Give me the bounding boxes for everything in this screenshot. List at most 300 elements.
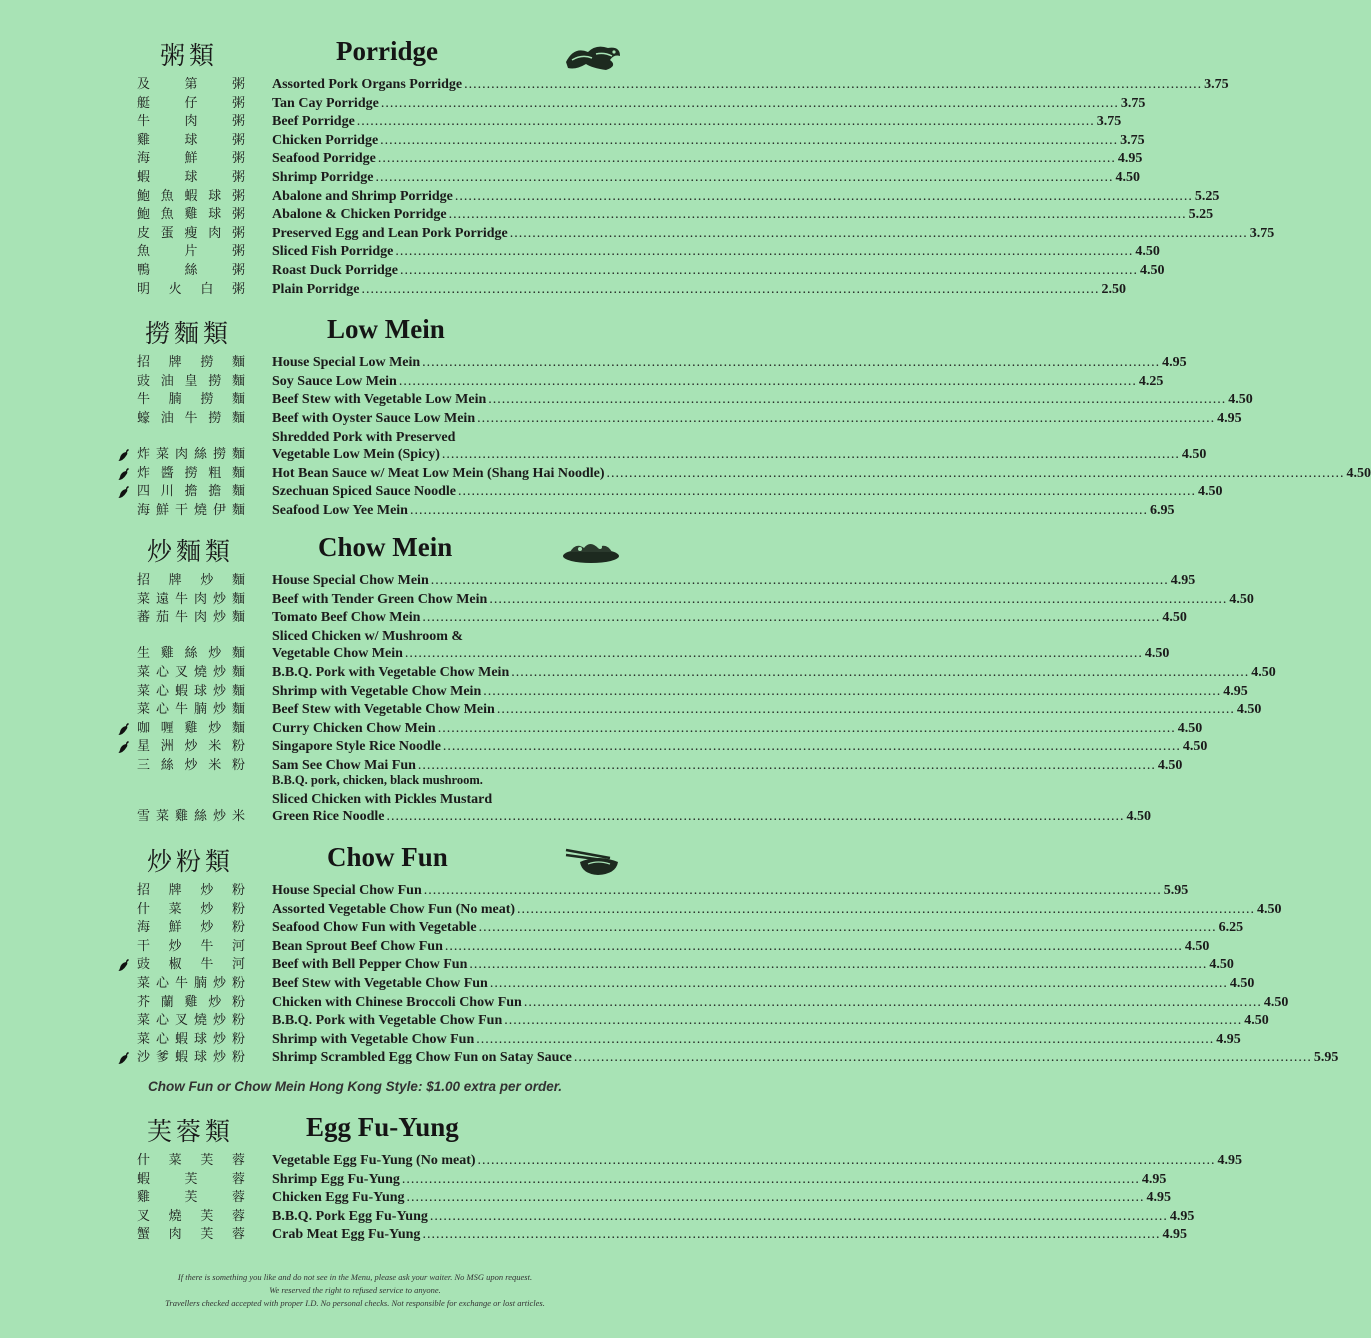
item-name: Chicken with Chinese Broccoli Chow Fun — [272, 994, 522, 1010]
item-price: 3.75 — [1120, 95, 1146, 111]
menu-item — [0, 1226, 1187, 1245]
item-chinese-name: 星洲炒米粉 — [137, 739, 245, 755]
menu-item — [0, 882, 1189, 901]
item-chinese-name: 雞球粥 — [137, 132, 245, 148]
item-name: Vegetable Egg Fu-Yung (No meat) — [272, 1153, 476, 1168]
section-porridge — [0, 36, 1275, 297]
item-price: 4.95 — [1223, 683, 1248, 699]
item-chinese-name: 菜遠牛肉炒麵 — [137, 591, 245, 607]
item-price: 6.25 — [1218, 920, 1244, 936]
item-name-row — [272, 132, 1145, 150]
menu-item — [0, 150, 1143, 169]
item-chinese-name: 牛肉粥 — [137, 114, 245, 130]
item-chinese-name: 明火白粥 — [137, 281, 245, 297]
item-price: 4.95 — [1170, 573, 1196, 588]
item-name: B.B.Q. Pork with Vegetable Chow Fun — [272, 1013, 503, 1029]
menu-item — [0, 1171, 1167, 1190]
item-chinese-name: 雪菜雞絲炒米 — [137, 809, 245, 825]
section-title-chinese: 炒粉類 — [147, 847, 235, 876]
item-chinese-name: 招牌炒粉 — [137, 883, 245, 898]
item-name-row — [272, 683, 1248, 701]
item-chinese-name: 蕃茄牛肉炒麵 — [137, 610, 245, 626]
item-name: Seafood Low Yee Mein — [272, 502, 408, 518]
item-name: House Special Low Mein — [272, 355, 421, 370]
dot-leader — [424, 882, 1162, 900]
dot-leader — [400, 262, 1138, 280]
item-name-row — [272, 994, 1289, 1012]
dot-leader — [381, 95, 1119, 113]
menu-item — [0, 1208, 1195, 1227]
menu-item — [0, 169, 1140, 188]
item-chinese-name: 海鮮干燒伊麵 — [137, 502, 245, 518]
item-name-line1: Sliced Chicken w/ Mushroom & — [272, 629, 464, 645]
item-name: Hot Bean Sauce w/ Meat Low Mein (Shang Hai Noodle) — [272, 465, 605, 481]
chopsticks-bowl-icon — [562, 844, 622, 878]
item-name: Sliced Fish Porridge — [272, 244, 394, 260]
dot-leader — [422, 609, 1160, 627]
item-chinese-name: 蟹肉芙蓉 — [137, 1227, 245, 1243]
item-name: Assorted Pork Organs Porridge — [272, 77, 463, 92]
item-name: Vegetable Low Mein (Spicy) — [272, 447, 440, 462]
dragon-icon — [562, 40, 624, 74]
item-price: 4.50 — [1244, 1013, 1269, 1029]
section-chow-mein — [0, 532, 1276, 825]
item-name-row — [272, 701, 1262, 719]
item-name: Beef with Oyster Sauce Low Mein — [272, 410, 476, 426]
dot-leader — [469, 956, 1207, 974]
chili-pepper-icon — [117, 1051, 131, 1071]
dot-leader — [376, 169, 1114, 187]
item-price: 5.25 — [1188, 207, 1214, 223]
item-price: 4.50 — [1115, 170, 1140, 185]
item-chinese-name: 鮑魚雞球粥 — [137, 207, 245, 223]
item-price: 4.50 — [1197, 484, 1223, 500]
dot-leader — [483, 683, 1221, 701]
item-price: 3.75 — [1096, 114, 1122, 130]
item-price: 4.95 — [1217, 410, 1242, 426]
item-price: 4.50 — [1181, 447, 1207, 462]
item-chinese-name: 豉椒牛河 — [137, 957, 245, 973]
item-chinese-name: 炸醬撈粗麵 — [137, 465, 245, 481]
item-price: 4.95 — [1216, 1031, 1241, 1047]
menu-item — [0, 243, 1160, 262]
item-price: 4.50 — [1263, 994, 1289, 1010]
footer-line: If there is something you like and do not see in the Menu, please ask your waiter. No MSG upon request. — [177, 1272, 533, 1282]
item-chinese-name: 及第粥 — [137, 77, 245, 92]
section-title-chinese: 粥類 — [160, 41, 219, 70]
item-chinese-name: 菜心叉燒炒粉 — [137, 1013, 245, 1029]
menu-item — [0, 410, 1242, 429]
menu-item — [0, 792, 1151, 827]
item-name-row — [272, 262, 1165, 280]
item-chinese-name: 什菜芙蓉 — [137, 1153, 245, 1168]
item-price: 3.75 — [1120, 132, 1145, 148]
section-header — [0, 314, 710, 354]
dot-leader — [399, 373, 1137, 391]
item-chinese-name: 干炒牛河 — [137, 938, 245, 954]
dot-leader — [490, 975, 1228, 993]
dot-leader — [464, 76, 1202, 94]
section-title: Egg Fu-Yung — [306, 1112, 459, 1142]
menu-item — [0, 502, 1175, 521]
menu-item — [0, 901, 1282, 920]
item-chinese-name: 叉燒芙蓉 — [137, 1208, 245, 1224]
item-name-row — [272, 901, 1282, 919]
item-name-row — [272, 975, 1255, 993]
item-price: 4.50 — [1346, 465, 1371, 481]
dot-leader — [402, 1171, 1140, 1189]
item-name-row — [272, 188, 1220, 206]
dot-leader — [488, 391, 1226, 409]
item-price: 4.95 — [1141, 1171, 1167, 1187]
item-price: 5.95 — [1313, 1050, 1339, 1066]
dot-leader — [455, 188, 1193, 206]
item-name-row — [272, 1031, 1241, 1049]
section-header — [0, 532, 710, 572]
menu-item — [0, 1152, 1243, 1171]
item-name-row — [272, 465, 1371, 483]
item-name: Tan Cay Porridge — [272, 95, 379, 111]
menu-item — [0, 76, 1229, 95]
item-chinese-name: 炸菜肉絲撈麵 — [137, 447, 245, 462]
dot-leader — [410, 502, 1148, 520]
section-header — [0, 36, 710, 76]
menu-item — [0, 95, 1146, 114]
dot-leader — [442, 446, 1180, 464]
item-name-row — [272, 1012, 1269, 1030]
item-price: 3.75 — [1249, 225, 1275, 241]
dot-leader — [357, 113, 1095, 131]
item-name-row — [272, 410, 1242, 428]
item-name-row — [272, 645, 1170, 663]
item-name-row — [272, 938, 1210, 956]
item-name-row — [272, 281, 1126, 299]
item-chinese-name: 蝦芙蓉 — [137, 1171, 245, 1187]
item-description: B.B.Q. pork, chicken, black mushroom. — [272, 773, 483, 787]
item-name: Singapore Style Rice Noodle — [272, 739, 441, 755]
item-name-row — [272, 1208, 1195, 1226]
item-name: Sam See Chow Mai Fun — [272, 758, 416, 773]
item-chinese-name: 菜心牛腩炒粉 — [137, 976, 245, 991]
dot-leader — [458, 483, 1196, 501]
noodle-dish-icon — [560, 536, 622, 566]
menu-item — [0, 1189, 1172, 1208]
menu-item — [0, 391, 1253, 410]
item-price: 4.50 — [1144, 646, 1170, 662]
dot-leader — [431, 572, 1169, 590]
item-price: 4.25 — [1138, 373, 1164, 389]
menu-item — [0, 757, 1183, 787]
item-name-line1: Sliced Chicken with Pickles Mustard — [272, 792, 493, 808]
menu-item — [0, 956, 1234, 975]
item-name: Bean Sprout Beef Chow Fun — [272, 938, 443, 954]
footer-line: We reserved the right to refused service to anyone. — [269, 1285, 441, 1295]
item-chinese-name: 牛腩撈麵 — [137, 392, 245, 408]
item-chinese-name: 生雞絲炒麵 — [137, 646, 245, 662]
item-chinese-name: 芥蘭雞炒粉 — [137, 994, 245, 1010]
section-egg-fu-yung — [0, 1112, 1243, 1243]
menu-item — [0, 975, 1255, 994]
section-title: Chow Mein — [318, 532, 453, 562]
item-name-row — [272, 76, 1229, 94]
item-name: Shrimp Egg Fu-Yung — [272, 1171, 400, 1187]
item-price: 4.50 — [1257, 901, 1282, 917]
menu-item — [0, 629, 1170, 664]
menu-item — [0, 1049, 1339, 1068]
item-price: 5.95 — [1163, 883, 1189, 898]
menu-item — [0, 609, 1187, 628]
item-name-row — [272, 591, 1254, 609]
dot-leader — [524, 994, 1262, 1012]
item-name-line1: Shredded Pork with Preserved — [272, 430, 456, 445]
item-name: Beef with Tender Green Chow Mein — [272, 591, 488, 607]
item-name: Seafood Porridge — [272, 151, 376, 167]
section-chow-fun — [0, 842, 1339, 1066]
item-name-row — [272, 225, 1275, 243]
dot-leader — [422, 1226, 1160, 1244]
item-price: 6.95 — [1149, 502, 1175, 518]
dot-leader — [438, 720, 1176, 738]
item-name: Beef Porridge — [272, 114, 355, 130]
menu-item — [0, 683, 1248, 702]
item-price: 4.50 — [1236, 702, 1262, 718]
item-name: Shrimp Scrambled Egg Chow Fun on Satay Sauce — [272, 1050, 572, 1066]
item-chinese-name: 魚片粥 — [137, 244, 245, 260]
item-price: 4.50 — [1251, 665, 1276, 680]
menu-item — [0, 113, 1122, 132]
dot-leader — [378, 150, 1116, 168]
menu-item — [0, 281, 1126, 300]
item-name: Beef with Bell Pepper Chow Fun — [272, 957, 468, 973]
dot-leader — [489, 591, 1227, 609]
item-chinese-name: 海鮮炒粉 — [137, 920, 245, 936]
menu-item — [0, 188, 1220, 207]
dot-leader — [497, 701, 1235, 719]
item-price: 4.95 — [1169, 1208, 1195, 1224]
item-name: Shrimp Porridge — [272, 170, 374, 185]
item-chinese-name: 沙爹蝦球炒粉 — [137, 1050, 245, 1066]
item-name: Shrimp with Vegetable Chow Fun — [272, 1031, 475, 1047]
section-title: Porridge — [336, 36, 438, 66]
item-name: Soy Sauce Low Mein — [272, 373, 397, 389]
item-price: 3.75 — [1204, 77, 1229, 92]
item-price: 4.95 — [1162, 355, 1187, 370]
item-name-row — [272, 169, 1140, 187]
item-price: 4.50 — [1177, 720, 1203, 736]
item-name-row — [272, 206, 1214, 224]
menu-item — [0, 262, 1165, 281]
menu-item — [0, 994, 1289, 1013]
section-title: Chow Fun — [327, 842, 448, 872]
item-name-row — [272, 882, 1189, 900]
item-chinese-name: 鴨絲粥 — [137, 263, 245, 278]
menu-item — [0, 938, 1210, 957]
section-title-chinese: 芙蓉類 — [147, 1117, 235, 1146]
item-chinese-name: 菜心蝦球炒粉 — [137, 1031, 245, 1047]
item-name-row — [272, 919, 1244, 937]
item-chinese-name: 皮蛋瘦肉粥 — [137, 225, 245, 241]
menu-item — [0, 132, 1145, 151]
item-chinese-name: 咖喱雞炒麵 — [137, 720, 245, 736]
item-chinese-name: 海鮮粥 — [137, 151, 245, 167]
section-title-chinese: 撈麵類 — [145, 319, 233, 348]
menu-item — [0, 1031, 1241, 1050]
dot-leader — [478, 1152, 1216, 1170]
item-price: 4.95 — [1146, 1190, 1172, 1206]
item-name: Abalone & Chicken Porridge — [272, 207, 447, 223]
item-name: Shrimp with Vegetable Chow Mein — [272, 683, 482, 699]
menu-item — [0, 1012, 1269, 1031]
menu-item — [0, 919, 1244, 938]
item-name: B.B.Q. Pork with Vegetable Chow Mein — [272, 665, 510, 680]
dot-leader — [477, 410, 1215, 428]
item-name-row — [272, 243, 1160, 261]
menu-item — [0, 591, 1254, 610]
item-chinese-name: 菜心牛腩炒麵 — [137, 702, 245, 718]
item-name-row — [272, 113, 1122, 131]
item-name-row — [272, 738, 1208, 756]
item-chinese-name: 菜心蝦球炒麵 — [137, 683, 245, 699]
menu-item — [0, 206, 1214, 225]
item-name-row — [272, 483, 1223, 501]
dot-leader — [387, 808, 1125, 826]
item-name: Beef Stew with Vegetable Chow Fun — [272, 976, 488, 991]
item-name: Abalone and Shrimp Porridge — [272, 188, 453, 204]
item-chinese-name: 豉油皇撈麵 — [137, 373, 245, 389]
item-name: Chicken Porridge — [272, 132, 379, 148]
item-name-row — [272, 150, 1143, 168]
section-header — [0, 842, 710, 882]
item-name-row — [272, 808, 1151, 826]
item-name-row — [272, 391, 1253, 409]
menu-item — [0, 225, 1275, 244]
menu-item — [0, 465, 1371, 484]
dot-leader — [476, 1031, 1214, 1049]
item-name-row — [272, 572, 1196, 590]
item-chinese-name: 什菜炒粉 — [137, 901, 245, 917]
section-title-chinese: 炒麵類 — [147, 537, 235, 566]
menu-item — [0, 701, 1262, 720]
item-name-row — [272, 446, 1207, 464]
item-name-row — [272, 609, 1187, 627]
dot-leader — [445, 938, 1183, 956]
dot-leader — [407, 1189, 1145, 1207]
item-price: 4.95 — [1117, 151, 1143, 167]
item-name-row — [272, 1152, 1243, 1170]
item-price: 4.50 — [1228, 392, 1253, 408]
menu-item — [0, 483, 1223, 502]
dot-leader — [517, 901, 1255, 919]
dot-leader — [362, 281, 1100, 299]
footer-line: Travellers checked accepted with proper I.D. No personal checks. Not responsible for exchange or lost articles. — [165, 1298, 545, 1308]
item-price: 4.50 — [1140, 263, 1165, 278]
item-name-row — [272, 1189, 1172, 1207]
item-name: Vegetable Chow Mein — [272, 646, 403, 662]
dot-leader — [510, 225, 1248, 243]
item-chinese-name: 招牌炒麵 — [137, 573, 245, 588]
menu-item — [0, 572, 1196, 591]
dot-leader — [405, 645, 1143, 663]
item-chinese-name: 雞芙蓉 — [137, 1190, 245, 1206]
item-name-row — [272, 95, 1146, 113]
dot-leader — [607, 465, 1345, 483]
item-name-row — [272, 502, 1175, 520]
item-chinese-name: 艇仔粥 — [137, 95, 245, 111]
item-chinese-name: 招牌撈麵 — [137, 355, 245, 370]
item-name: Plain Porridge — [272, 281, 360, 297]
item-name: Tomato Beef Chow Mein — [272, 610, 421, 626]
item-price: 4.50 — [1229, 591, 1254, 607]
item-name: Green Rice Noodle — [272, 809, 385, 825]
item-chinese-name: 四川擔擔麵 — [137, 484, 245, 500]
menu-item — [0, 738, 1208, 757]
item-name-row — [272, 1049, 1339, 1067]
hong-kong-style-note: Chow Fun or Chow Mein Hong Kong Style: $1.00 extra per order. — [147, 1079, 563, 1094]
item-price: 4.50 — [1162, 610, 1187, 626]
item-price: 4.95 — [1162, 1227, 1187, 1243]
item-price: 2.50 — [1101, 281, 1126, 297]
item-name: Szechuan Spiced Sauce Noodle — [272, 484, 456, 500]
item-name: Curry Chicken Chow Mein — [272, 720, 436, 736]
item-price: 4.50 — [1126, 809, 1151, 825]
item-price: 4.50 — [1209, 957, 1234, 973]
footer-notes — [0, 1271, 710, 1310]
item-chinese-name: 三絲炒米粉 — [137, 758, 245, 773]
dot-leader — [418, 757, 1156, 775]
menu-item — [0, 430, 1207, 465]
item-name: Seafood Chow Fun with Vegetable — [272, 920, 477, 936]
dot-leader — [511, 664, 1249, 682]
dot-leader — [504, 1012, 1242, 1030]
item-name: Preserved Egg and Lean Pork Porridge — [272, 225, 508, 241]
item-price: 4.50 — [1157, 758, 1183, 773]
menu-item — [0, 373, 1164, 392]
section-header — [0, 1112, 710, 1152]
item-price: 4.50 — [1184, 938, 1210, 954]
item-name: Crab Meat Egg Fu-Yung — [272, 1227, 421, 1243]
item-price: 4.50 — [1229, 976, 1255, 991]
menu-item — [0, 720, 1203, 739]
item-name: Beef Stew with Vegetable Low Mein — [272, 392, 487, 408]
item-name-row — [272, 1226, 1187, 1244]
item-chinese-name: 菜心叉燒炒麵 — [137, 665, 245, 680]
dot-leader — [479, 919, 1217, 937]
item-chinese-name: 蠔油牛撈麵 — [137, 410, 245, 426]
menu-item — [0, 354, 1187, 373]
item-name-row — [272, 354, 1187, 372]
item-name-row — [272, 956, 1234, 974]
dot-leader — [380, 132, 1118, 150]
dot-leader — [574, 1049, 1312, 1067]
dot-leader — [449, 206, 1187, 224]
section-title: Low Mein — [327, 314, 445, 344]
item-name: Beef Stew with Vegetable Chow Mein — [272, 702, 495, 718]
item-price: 5.25 — [1194, 188, 1220, 204]
item-name: Chicken Egg Fu-Yung — [272, 1190, 405, 1206]
item-chinese-name: 鮑魚蝦球粥 — [137, 188, 245, 204]
dot-leader — [422, 354, 1160, 372]
item-chinese-name: 蝦球粥 — [137, 170, 245, 185]
dot-leader — [430, 1208, 1168, 1226]
dot-leader — [443, 738, 1181, 756]
item-name: House Special Chow Mein — [272, 573, 429, 588]
dot-leader — [395, 243, 1133, 261]
item-price: 4.50 — [1182, 739, 1208, 755]
item-name: Roast Duck Porridge — [272, 263, 398, 278]
item-price: 4.95 — [1217, 1153, 1243, 1168]
item-name-row — [272, 1171, 1167, 1189]
item-name-row — [272, 720, 1203, 738]
